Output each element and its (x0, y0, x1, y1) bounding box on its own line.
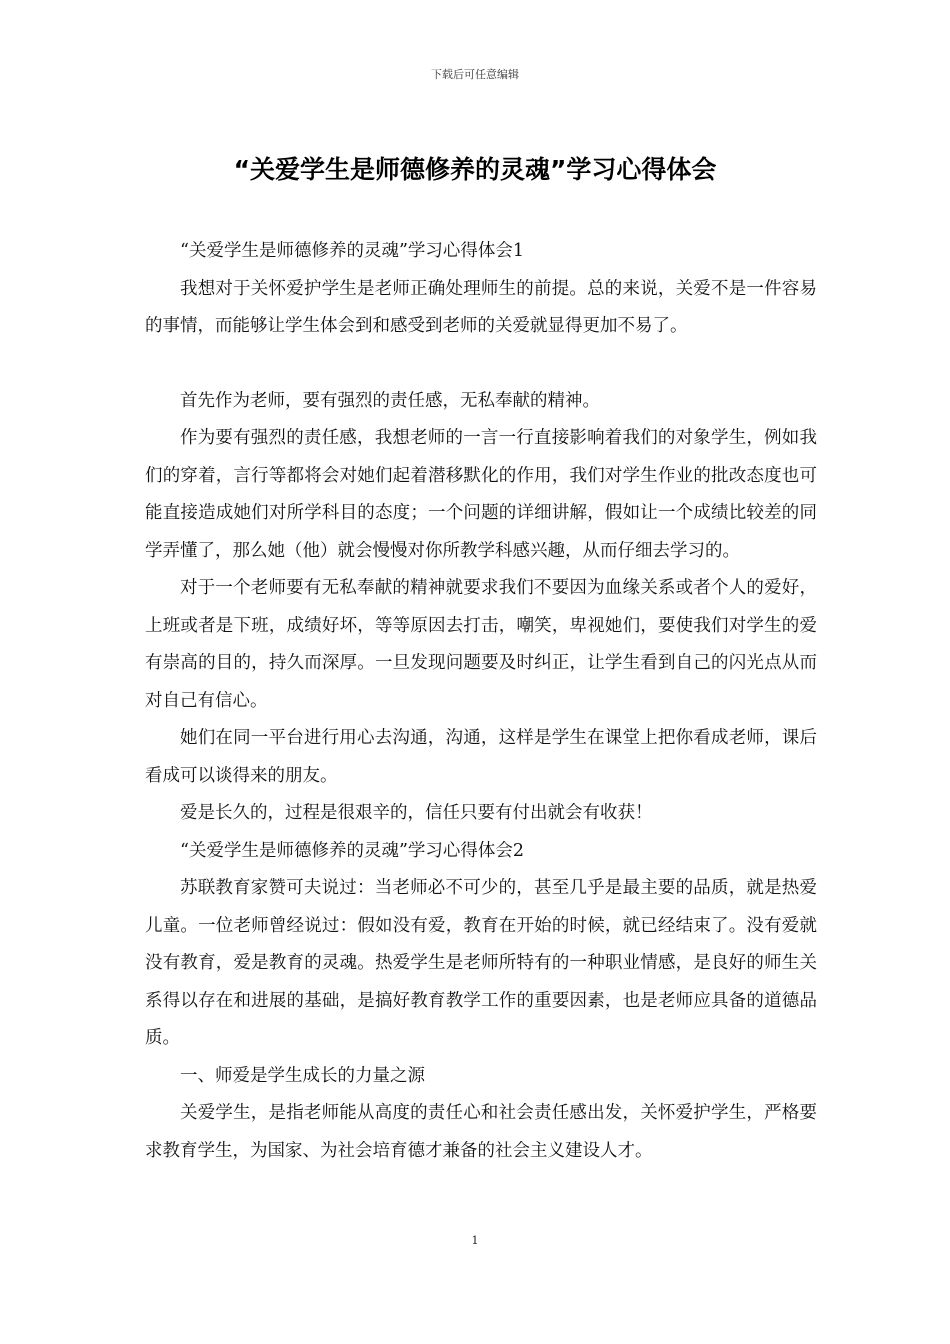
paragraph: 关爱学生，是指老师能从高度的责任心和社会责任感出发，关怀爱护学生，严格要求教育学生，为国家、为社会培育德才兼备的社会主义建设人才。 (145, 1103, 817, 1161)
page-header-note: 下载后可任意编辑 (431, 68, 519, 81)
section-heading-1: “关爱学生是师德修养的灵魂”学习心得体会1 (180, 241, 525, 261)
paragraph: 我想对于关怀爱护学生是老师正确处理师生的前提。总的来说，关爱不是一件容易的事情，而能够让学生体会到和感受到老师的关爱就显得更加不易了。 (145, 278, 817, 336)
paragraph: 苏联教育家赞可夫说过：当老师必不可少的，甚至几乎是最主要的品质，就是热爱儿童。一位老师曾经说过：假如没有爱，教育在开始的时候，就已经结束了。没有爱就没有教育，爱是教育的灵魂。热爱学生是老师所特有的一种职业情感，是良好的师生关系得以存在和进展的基础，是搞好教育教学工作的重要因素，也是老师应具备的道德品质。 (145, 878, 817, 1048)
document-body (145, 233, 817, 1170)
paragraph: 爱是长久的，过程是很艰辛的，信任只要有付出就会有收获！ (180, 803, 653, 823)
page-number: 1 (471, 1234, 479, 1247)
paragraph: 对于一个老师要有无私奉献的精神就要求我们不要因为血缘关系或者个人的爱好，上班或者是下班，成绩好坏，等等原因去打击，嘲笑，卑视她们，要使我们对学生的爱有崇高的目的，持久而深厚。一旦发现问题要及时纠正，让学生看到自己的闪光点从而对自己有信心。 (145, 578, 817, 711)
document-title: “关爱学生是师德修养的灵魂”学习心得体会 (233, 155, 717, 184)
section-heading-2: “关爱学生是师德修养的灵魂”学习心得体会2 (180, 840, 525, 861)
paragraph: 作为要有强烈的责任感，我想老师的一言一行直接影响着我们的对象学生，例如我们的穿着，言行等都将会对她们起着潜移默化的作用，我们对学生作业的批改态度也可能直接造成她们对所学科目的态度；一个问题的详细讲解，假如让一个成绩比较差的同学弄懂了，那么她（他）就会慢慢对你所教学科感兴趣，从而仔细去学习的。 (145, 428, 817, 561)
paragraph: 首先作为老师，要有强烈的责任感，无私奉献的精神。 (180, 390, 600, 411)
paragraph: 她们在同一平台进行用心去沟通，沟通，这样是学生在课堂上把你看成老师，课后看成可以谈得来的朋友。 (145, 728, 817, 786)
subheading: 一、师爱是学生成长的力量之源 (180, 1065, 425, 1086)
